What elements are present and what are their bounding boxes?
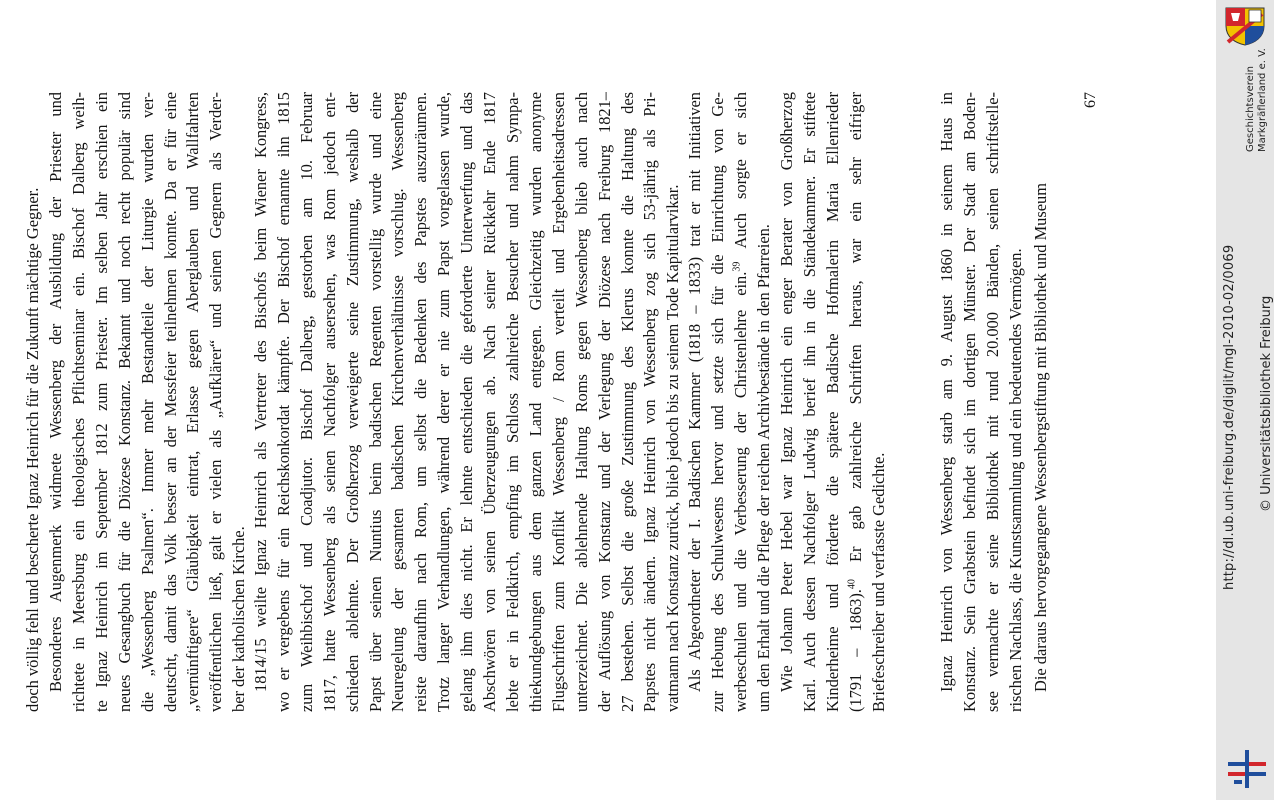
text-line: Die daraus hervorgegangene Wessenbergstiftung mit Bibliothek und Museum xyxy=(1031,183,1050,692)
paragraph xyxy=(684,92,776,712)
text-line: zur Hebung des Schulwesens hervor und setzte sich für die Einrichtung von Ge- xyxy=(707,92,727,712)
text-line: thiekundgebungen aus dem ganzen Land entgegen. Gleichzeitig wurden anonyme xyxy=(525,92,545,712)
text-line: der Auflösung von Konstanz und der Verlegung der Diözese nach Freiburg 1821– xyxy=(594,92,614,712)
text-line: 27 bestehen. Selbst die große Zustimmung des Klerus konnte die Haltung des xyxy=(617,92,637,712)
source-url[interactable]: http://dl.ub.uni-freiburg.de/diglit/mgl-2010-02/0069 xyxy=(1222,244,1237,590)
text-line: rischen Nachlass, die Kunstsammlung und ein bedeutendes Vermögen. xyxy=(1005,248,1025,712)
paragraph xyxy=(776,92,891,712)
text-line: Papst über seinen Nuntius beim badischen Regenten vorstellig wurde und eine xyxy=(365,92,385,712)
text-line: Konstanz. Sein Grabstein befindet sich im dortigen Münster. Der Stadt am Boden- xyxy=(959,92,979,712)
text-line: te Ignaz Heinrich im September 1812 zum Priester. Im selben Jahr erschien ein xyxy=(91,92,111,712)
text-line: 1814/15 weilte Ignaz Heinrich als Vertreter des Bischofs beim Wiener Kongress, xyxy=(251,92,270,692)
paragraph xyxy=(250,92,685,712)
coat-of-arms-icon xyxy=(1222,6,1268,46)
text-line-tail: Auch sorgte er sich xyxy=(730,92,750,262)
paragraph xyxy=(22,92,45,712)
paragraph xyxy=(1030,92,1053,712)
text-line: lebte er in Feldkirch, empfing im Schloss zahlreiche Besucher und nahm Sympa- xyxy=(502,92,522,712)
text-line: neues Gesangbuch für die Diözese Konstanz. Bekannt und noch recht populär sind xyxy=(114,92,134,712)
text-line: Briefeschreiber und verfasste Gedichte. xyxy=(868,452,888,712)
paragraph xyxy=(936,92,1028,712)
footnote-marker[interactable]: 39 xyxy=(731,261,743,272)
text-line: unterzeichnet. Die ablehnende Haltung Roms gegen Wessenberg blieb auch nach xyxy=(571,92,591,712)
copyright-notice: © Universitätsbibliothek Freiburg xyxy=(1259,295,1274,512)
text-line: Flugschriften zum Konflikt Wessenberg / Rom verteilt und Ergebenheitsadressen xyxy=(548,92,568,712)
page-number: 67 xyxy=(1082,92,1099,108)
text-line: zum Weihbischof und Coadjutor. Bischof Dalberg, gestorben am 10. Februar xyxy=(296,92,316,712)
text-line: Neuregelung der gesamten badischen Kirchenverhältnisse vorschlug. Wessenberg xyxy=(388,92,408,712)
footnote-marker[interactable]: 40 xyxy=(846,579,858,590)
text-line: die „Wessenberg Psalmen“. Immer mehr Bestandteile der Liturgie wurden ver- xyxy=(137,92,157,712)
text-line: 1817, hatte Wessenberg als seinen Nachfolger ausersehen, was Rom jedoch ent- xyxy=(319,92,339,712)
text-line: Abschwören von seinen Überzeugungen ab. Nach seiner Rückkehr Ende 1817 xyxy=(480,92,500,712)
text-line: vatmann nach Konstanz zurück, blieb jedoch bis zu seinem Tode Kapitularvikar. xyxy=(663,184,683,712)
library-logo-icon xyxy=(1226,748,1268,790)
paragraph xyxy=(45,92,251,712)
text-line: Papstes nicht ändern. Ignaz Heinrich von Wessenberg zog sich 53-jährig als Pri- xyxy=(640,92,660,712)
text-line: (1791 – 1863).$^{40}$ Er gab zahlreiche Schriften heraus, war ein sehr eifriger xyxy=(845,91,865,712)
text-line: richtete in Meersburg ein theologisches Pflichtseminar ein. Bischof Dalberg weih- xyxy=(68,92,88,712)
text-line: Besonderes Augenmerk widmete Wessenberg der Ausbildung der Priester und xyxy=(46,92,65,692)
text-line: gelang ihm dies nicht. Er lehnte entschieden die geforderte Unterwerfung und das xyxy=(457,92,477,712)
text-line: Kinderheime und förderte die spätere Badische Hofmalerin Maria Ellenrieder xyxy=(822,92,842,712)
text-line: ber der katholischen Kirche. xyxy=(229,526,249,712)
text-line: veröffentlichen ließ, galt er vielen als „Aufklärer“ und seinen Gegnern als Verder- xyxy=(206,92,226,712)
text-line: Als Abgeordneter der I. Badischen Kammer (1818 – 1833) trat er mit Initiativen xyxy=(685,92,704,692)
text-line: schieden ablehnte. Der Großherzog verweigerte seine Zustimmung, weshalb der xyxy=(342,92,362,712)
text-line: „vernünftigere“ Gläubigkeit eintrat, Erlasse gegen Aberglauben und Wallfahrten xyxy=(183,92,203,712)
text-line-tail: Er gab zahlreiche Schriften heraus, war ein sehr eifriger xyxy=(845,91,865,580)
text-line: reiste daraufhin nach Rom, um selbst die Bedenken des Papstes auszuräumen. xyxy=(411,92,431,712)
text-line: Ignaz Heinrich von Wessenberg starb am 9. August 1860 in seinem Haus in xyxy=(937,92,956,692)
text-line: deutscht, damit das Volk besser an der Messfeier teilnehmen konnte. Da er für eine xyxy=(160,92,180,712)
organization-name-line2: Markgräflerland e. V. xyxy=(1257,48,1268,152)
organization-name-line1: Geschichtsverein xyxy=(1245,66,1256,152)
text-line: doch völlig fehl und bescherte Ignaz Heinrich für die Zukunft mächtige Gegner. xyxy=(23,187,42,712)
text-line: um den Erhalt und die Pflege der reichen Archivbestände in den Pfarreien. xyxy=(753,224,773,712)
text-line: Karl. Auch dessen Nachfolger Ludwig berief ihn in die Ständekammer. Er stiftete xyxy=(799,92,819,712)
text-line: werbeschulen und die Verbesserung der Christenlehre ein.$^{39}$ Auch sorgte er sich xyxy=(730,92,750,712)
text-line: Wie Johann Peter Hebel war Ignaz Heinrich ein enger Berater von Großherzog xyxy=(777,92,796,692)
text-line: wo er vergebens für ein Reichskonkordat kämpfte. Der Bischof ernannte ihn 1815 xyxy=(273,92,293,712)
text-line: Trotz langer Verhandlungen, während derer er nie zum Papst vorgelassen wurde, xyxy=(434,92,454,712)
text-line: see vermachte er seine Bibliothek mit rund 20.000 Bänden, seinen schriftstelle- xyxy=(982,92,1002,712)
